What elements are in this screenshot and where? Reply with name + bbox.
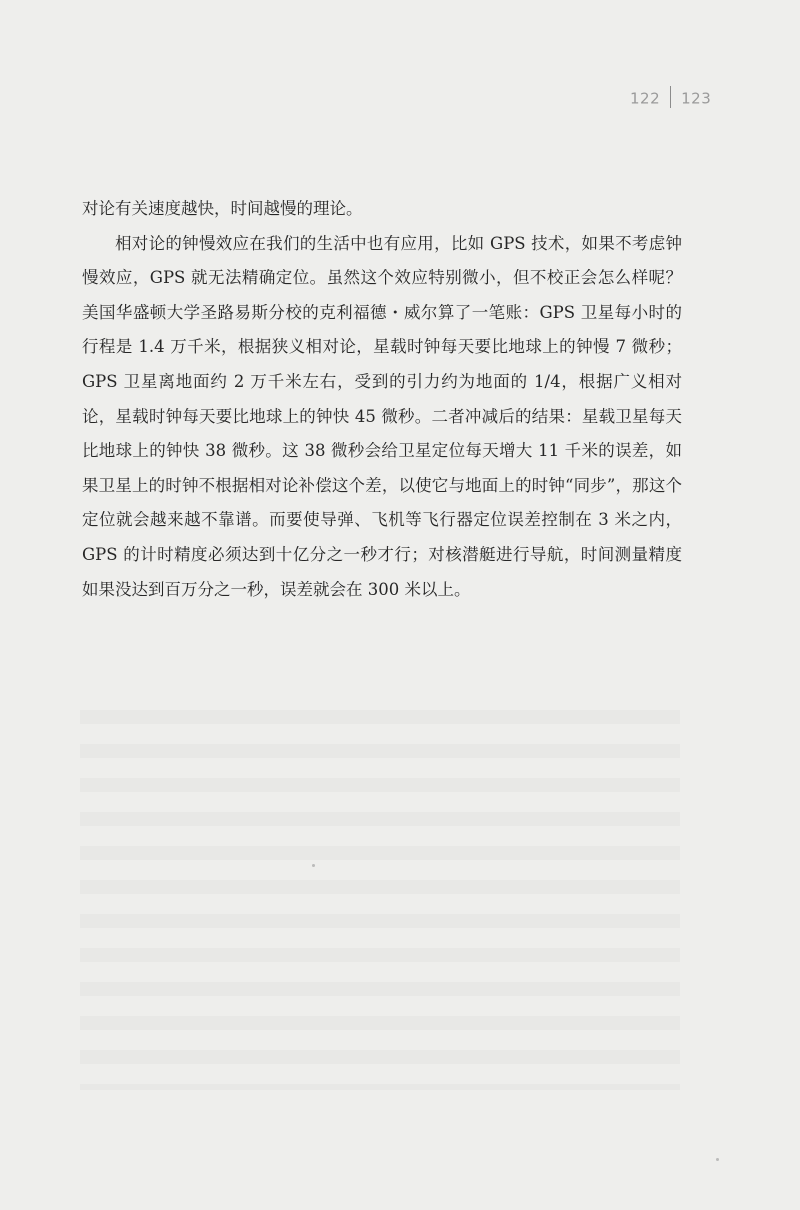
show-through-shadow [80, 690, 680, 1090]
paragraph-continued: 对论有关速度越快，时间越慢的理论。 [82, 199, 363, 218]
page-number-divider [670, 86, 671, 108]
body-text [82, 192, 682, 607]
paragraph-gps: 相对论的钟慢效应在我们的生活中也有应用，比如 GPS 技术，如果不考虑钟慢效应，GPS 就无法精确定位。虽然这个效应特别微小，但不校正会怎么样呢？美国华盛顿大学圣路易斯分校的克利福德・威尔算了一笔账：GPS 卫星每小时的行程是 1.4 万千米，根据狭义相对论，星载时钟每天要比地球上的钟慢 7 微秒；GPS 卫星离地面约 2 万千米左右，受到的引力约为地面的 1/4，根据广义相对论，星载时钟每天要比地球上的钟快 45 微秒。二者冲减后的结果：星载卫星每天比地球上的钟快 38 微秒。这 38 微秒会给卫星定位每天增大 11 千米的误差，如果卫星上的时钟不根据相对论补偿这个差，以使它与地面上的时钟“同步”，那这个定位就会越来越不靠谱。而要使导弹、飞机等飞行器定位误差控制在 3 米之内，GPS 的计时精度必须达到十亿分之一秒才行；对核潜艇进行导航，时间测量精度如果没达到百万分之一秒，误差就会在 300 米以上。 [82, 233, 682, 599]
page-number-left: 122 [630, 89, 661, 108]
page-number-right: 123 [681, 89, 712, 108]
page-numbers [630, 88, 711, 110]
paper-speck [312, 864, 315, 867]
paper-speck [716, 1158, 719, 1161]
